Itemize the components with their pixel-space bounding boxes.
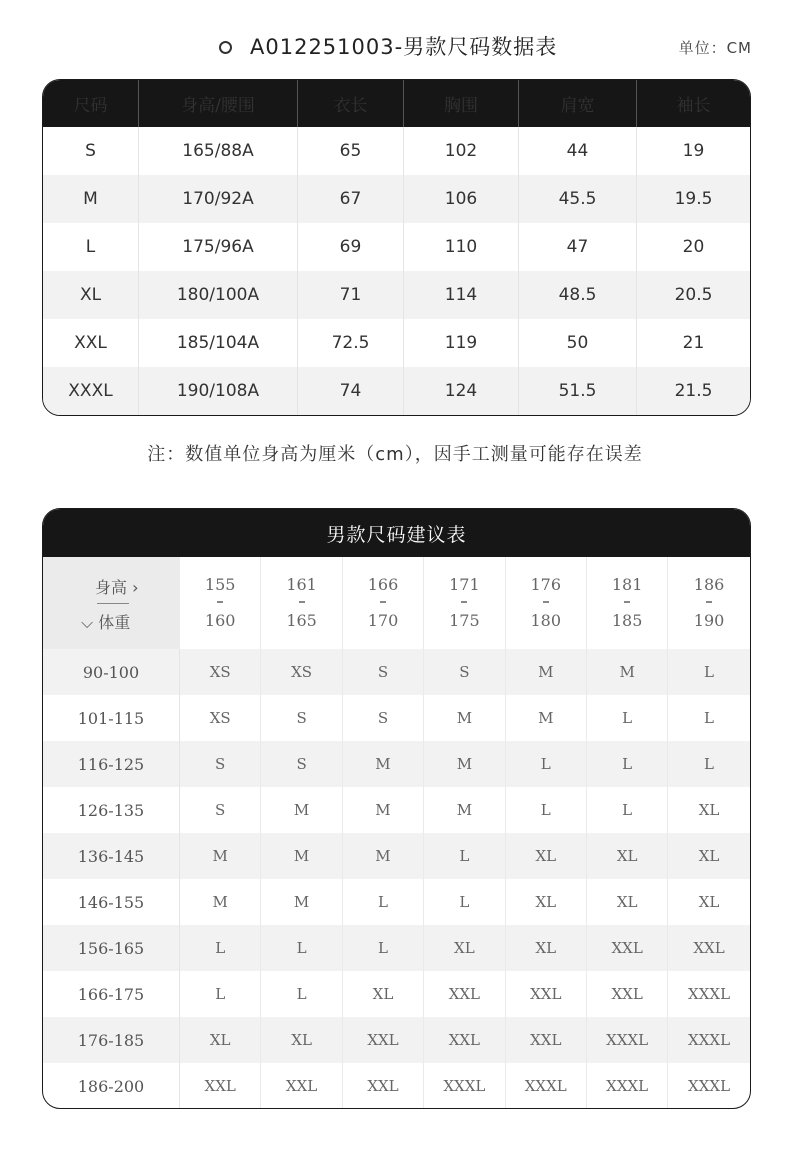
recommended-size-cell: M: [343, 833, 424, 879]
table-cell: 19.5: [674, 189, 713, 209]
height-header-row: [43, 557, 750, 649]
recommended-size-cell: M: [506, 649, 587, 695]
range-dash-icon: [299, 601, 305, 603]
range-dash-icon: [706, 601, 712, 603]
table-row: [43, 833, 750, 879]
recommended-size-cell: S: [343, 649, 424, 695]
table-cell: 21.5: [674, 381, 713, 401]
weight-range-label: 126-135: [43, 787, 180, 833]
corner-cell: [43, 557, 180, 649]
table-cell: 110: [404, 223, 519, 271]
weight-range-label: 116-125: [43, 741, 180, 787]
recommended-size-cell: XL: [506, 833, 587, 879]
weight-range-label: 136-145: [43, 833, 180, 879]
recommended-size-cell: XL: [180, 1017, 261, 1063]
table-cell: 170/92A: [139, 175, 298, 223]
size-data-table: [42, 79, 751, 416]
recommended-size-cell: L: [424, 833, 505, 879]
table-cell: 51.5: [519, 367, 637, 415]
table-cell: 45.5: [519, 175, 637, 223]
height-range-header: [424, 557, 505, 649]
height-to: 190: [693, 611, 725, 630]
recommended-size-cell: M: [180, 833, 261, 879]
range-dash-icon: [461, 601, 467, 603]
table-cell: 50: [519, 319, 637, 367]
weight-range-label: 176-185: [43, 1017, 180, 1063]
recommended-size-cell: XXL: [180, 1063, 261, 1109]
table-row: [43, 319, 750, 367]
recommended-size-cell: M: [343, 741, 424, 787]
recommended-size-cell: XL: [261, 1017, 342, 1063]
recommended-size-cell: XL: [698, 893, 720, 911]
recommended-size-cell: M: [506, 695, 587, 741]
table-cell: 102: [404, 127, 519, 175]
recommended-size-cell: XXL: [587, 925, 668, 971]
table-cell: 185/104A: [139, 319, 298, 367]
table-cell: XXXL: [43, 367, 139, 415]
height-from: 186: [693, 575, 725, 594]
table-row: [43, 971, 750, 1017]
recommended-size-cell: L: [180, 925, 261, 971]
recommended-size-cell: L: [424, 879, 505, 925]
recommended-size-cell: XL: [587, 833, 668, 879]
table-row: [43, 649, 750, 695]
recommended-size-cell: S: [261, 695, 342, 741]
size-table-body: [43, 127, 750, 415]
table-cell: 190/108A: [139, 367, 298, 415]
recommended-size-cell: S: [261, 741, 342, 787]
height-range-header: [261, 557, 342, 649]
recommended-size-cell: L: [704, 755, 715, 773]
recommended-size-cell: XXL: [506, 971, 587, 1017]
recommended-size-cell: XXL: [343, 1063, 424, 1109]
table-row: [43, 695, 750, 741]
height-range-header: [587, 557, 668, 649]
recommended-size-cell: XXXL: [587, 1017, 668, 1063]
table-cell: 65: [298, 127, 404, 175]
recommended-size-cell: L: [261, 925, 342, 971]
table-cell: 71: [298, 271, 404, 319]
recommend-table-body: [43, 649, 750, 1109]
weight-range-label: 146-155: [43, 879, 180, 925]
range-dash-icon: [380, 601, 386, 603]
table-row: [43, 271, 750, 319]
table-cell: 44: [519, 127, 637, 175]
recommended-size-cell: M: [343, 787, 424, 833]
height-range-header: [506, 557, 587, 649]
height-from: 166: [367, 575, 399, 594]
height-from: 161: [286, 575, 317, 594]
height-to: 165: [286, 611, 317, 630]
range-dash-icon: [217, 601, 223, 603]
table-cell: 119: [404, 319, 519, 367]
table-row: [43, 1063, 750, 1109]
page-title: A012251003-男款尺码数据表: [250, 35, 558, 59]
recommended-size-cell: XXXL: [688, 985, 731, 1003]
table-cell: 72.5: [298, 319, 404, 367]
column-header: 肩宽: [519, 80, 637, 127]
recommend-table-title: 男款尺码建议表: [43, 509, 750, 557]
recommended-size-cell: XXL: [343, 1017, 424, 1063]
table-cell: 180/100A: [139, 271, 298, 319]
recommended-size-cell: XL: [587, 879, 668, 925]
table-cell: L: [43, 223, 139, 271]
recommended-size-cell: XL: [698, 801, 720, 819]
height-to: 160: [204, 611, 236, 630]
recommended-size-cell: L: [506, 741, 587, 787]
recommended-size-cell: L: [587, 695, 668, 741]
recommended-size-cell: XXXL: [688, 1077, 731, 1095]
recommended-size-cell: L: [704, 709, 715, 727]
recommended-size-cell: S: [180, 787, 261, 833]
recommended-size-cell: M: [180, 879, 261, 925]
height-from: 181: [611, 575, 643, 594]
recommended-size-cell: L: [343, 879, 424, 925]
column-header: 胸围: [404, 80, 519, 127]
height-to: 170: [367, 611, 399, 630]
recommended-size-cell: XXL: [424, 971, 505, 1017]
recommended-size-cell: XXL: [424, 1017, 505, 1063]
recommended-size-cell: M: [261, 787, 342, 833]
height-from: 176: [530, 575, 562, 594]
recommended-size-cell: XL: [424, 925, 505, 971]
table-cell: 19: [682, 141, 705, 161]
height-axis-label: 身高 ›: [95, 578, 139, 597]
circle-bullet-icon: [219, 41, 232, 54]
recommended-size-cell: XXXL: [688, 1031, 731, 1049]
weight-range-label: 90-100: [43, 649, 180, 695]
recommended-size-cell: XXXL: [587, 1063, 668, 1109]
unit-label: 单位：CM: [678, 39, 752, 57]
table-row: [43, 1017, 750, 1063]
height-range-header: [343, 557, 424, 649]
recommended-size-cell: L: [343, 925, 424, 971]
recommended-size-cell: L: [704, 663, 715, 681]
table-row: [43, 741, 750, 787]
recommended-size-cell: XXL: [261, 1063, 342, 1109]
height-to: 180: [530, 611, 562, 630]
recommended-size-cell: XS: [180, 695, 261, 741]
table-cell: 48.5: [519, 271, 637, 319]
table-cell: 67: [298, 175, 404, 223]
column-header: 衣长: [298, 80, 404, 127]
recommended-size-cell: XL: [506, 925, 587, 971]
recommended-size-cell: L: [261, 971, 342, 1017]
recommended-size-cell: M: [261, 879, 342, 925]
table-cell: 106: [404, 175, 519, 223]
column-header: 尺码: [43, 80, 139, 127]
table-cell: 21: [682, 333, 705, 353]
height-range-header: [180, 557, 261, 649]
table-row: [43, 127, 750, 175]
recommended-size-cell: L: [180, 971, 261, 1017]
column-header: 身高/腰围: [139, 80, 298, 127]
height-from: 171: [449, 575, 480, 594]
table-row: [43, 787, 750, 833]
recommended-size-cell: XL: [698, 847, 720, 865]
recommended-size-cell: XXXL: [424, 1063, 505, 1109]
table-row: [43, 175, 750, 223]
weight-range-label: 186-200: [43, 1063, 180, 1109]
recommended-size-cell: S: [424, 649, 505, 695]
weight-range-label: 156-165: [43, 925, 180, 971]
table-cell: 165/88A: [139, 127, 298, 175]
recommended-size-cell: L: [587, 741, 668, 787]
table-cell: 114: [404, 271, 519, 319]
recommended-size-cell: S: [343, 695, 424, 741]
recommended-size-cell: XXL: [506, 1017, 587, 1063]
table-cell: 74: [298, 367, 404, 415]
height-from: 155: [204, 575, 236, 594]
table-cell: XXL: [43, 319, 139, 367]
weight-axis-label: ⌵ 体重: [81, 613, 131, 632]
table-cell: 47: [519, 223, 637, 271]
table-row: [43, 367, 750, 415]
table-cell: S: [43, 127, 139, 175]
recommended-size-cell: M: [424, 787, 505, 833]
recommended-size-cell: M: [587, 649, 668, 695]
range-dash-icon: [624, 601, 630, 603]
recommended-size-cell: L: [506, 787, 587, 833]
range-dash-icon: [543, 601, 549, 603]
divider: [97, 603, 129, 604]
height-to: 175: [449, 611, 480, 630]
table-cell: 20.5: [674, 285, 713, 305]
recommended-size-cell: XL: [343, 971, 424, 1017]
recommended-size-cell: XS: [180, 649, 261, 695]
recommended-size-cell: M: [424, 741, 505, 787]
recommended-size-cell: XS: [261, 649, 342, 695]
height-to: 185: [611, 611, 643, 630]
weight-range-label: 166-175: [43, 971, 180, 1017]
table-cell: 20: [682, 237, 705, 257]
recommended-size-cell: XXL: [587, 971, 668, 1017]
weight-range-label: 101-115: [43, 695, 180, 741]
recommended-size-cell: L: [587, 787, 668, 833]
measurement-note: 注：数值单位身高为厘米（cm），因手工测量可能存在误差: [147, 444, 643, 465]
recommended-size-cell: XL: [506, 879, 587, 925]
table-cell: 175/96A: [139, 223, 298, 271]
table-cell: XL: [43, 271, 139, 319]
size-recommendation-table: [42, 508, 751, 1109]
height-range-header: [668, 557, 749, 649]
table-row: [43, 879, 750, 925]
table-cell: 124: [404, 367, 519, 415]
recommended-size-cell: M: [261, 833, 342, 879]
recommended-size-cell: XXL: [693, 939, 725, 957]
size-table-header: [43, 80, 750, 127]
recommended-size-cell: XXXL: [506, 1063, 587, 1109]
table-row: [43, 223, 750, 271]
table-cell: 69: [298, 223, 404, 271]
recommended-size-cell: S: [180, 741, 261, 787]
recommended-size-cell: M: [424, 695, 505, 741]
table-cell: M: [43, 175, 139, 223]
column-header: 袖长: [676, 96, 711, 116]
table-row: [43, 925, 750, 971]
title-row: [0, 28, 790, 68]
